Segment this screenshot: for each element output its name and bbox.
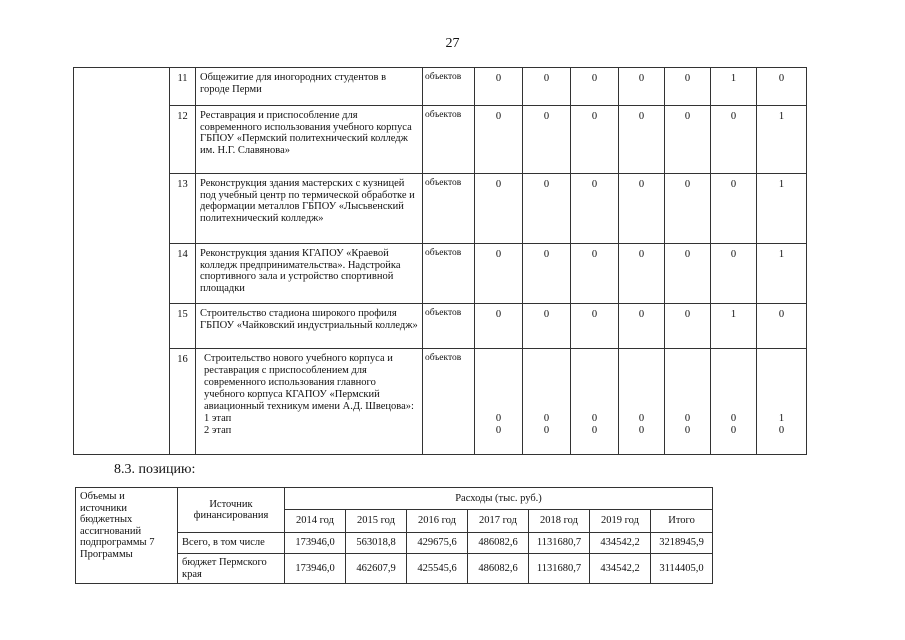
table-row xyxy=(74,106,807,174)
stage-1-label: 1 этап xyxy=(204,413,232,424)
row-number: 16 xyxy=(170,349,196,455)
expense-value: 462607,9 xyxy=(346,554,407,584)
unit-cell: объектов xyxy=(423,68,475,106)
value-cell xyxy=(665,349,711,455)
source-header: Источник финансирования xyxy=(178,488,285,533)
value-cell: 0 xyxy=(475,304,523,349)
value-cell: 1 xyxy=(757,244,807,304)
year-header: 2019 год xyxy=(590,510,651,533)
value-cell: 0 xyxy=(665,244,711,304)
value-cell: 0 xyxy=(665,304,711,349)
value-cell: 0 xyxy=(619,174,665,244)
object-name: Общежитие для иногородних студентов в городе Перми xyxy=(196,68,423,106)
stage-2-value: 0 xyxy=(543,425,550,436)
expense-value: 173946,0 xyxy=(285,554,346,584)
value-cell: 0 xyxy=(619,304,665,349)
table-row xyxy=(74,304,807,349)
object-name: Реконструкция здания мастерских с кузницей под учебный центр по термической обработке и деформации металлов ГБПОУ «Лысьвенский политехнический колледж» xyxy=(196,174,423,244)
year-header: Итого xyxy=(651,510,713,533)
stage-1-value: 1 xyxy=(778,413,785,424)
stage-2-value: 0 xyxy=(591,425,598,436)
value-cell: 0 xyxy=(757,304,807,349)
year-header: 2016 год xyxy=(407,510,468,533)
stage-1-value: 0 xyxy=(638,413,645,424)
value-cell: 0 xyxy=(619,244,665,304)
value-cell: 0 xyxy=(523,68,571,106)
page-number: 27 xyxy=(445,36,460,51)
value-cell: 0 xyxy=(665,174,711,244)
value-cell: 0 xyxy=(475,174,523,244)
value-cell: 0 xyxy=(571,174,619,244)
expense-value: 425545,6 xyxy=(407,554,468,584)
stage-2-value: 0 xyxy=(638,425,645,436)
value-cell xyxy=(523,349,571,455)
stage-1-value: 0 xyxy=(591,413,598,424)
object-name: Реконструкция здания КГАПОУ «Краевой колледж предпринимательства». Надстройка спортивного зала и устройство спортивной площадки xyxy=(196,244,423,304)
funding-source: бюджет Пермского края xyxy=(178,554,285,584)
unit-cell: объектов xyxy=(423,106,475,174)
expense-value: 563018,8 xyxy=(346,533,407,554)
budget-volume-label: Объемы и источники бюджетных ассигнований подпрограммы 7 Программы xyxy=(76,488,178,584)
value-cell: 0 xyxy=(475,68,523,106)
table-row xyxy=(74,174,807,244)
object-name xyxy=(196,349,423,455)
value-cell: 0 xyxy=(571,106,619,174)
stage-2-value: 0 xyxy=(684,425,691,436)
table-row xyxy=(74,68,807,106)
row-number: 12 xyxy=(170,106,196,174)
year-header: 2014 год xyxy=(285,510,346,533)
value-cell: 0 xyxy=(571,304,619,349)
stage-2-value: 0 xyxy=(730,425,737,436)
expenses-header: Расходы (тыс. руб.) xyxy=(285,488,713,510)
object-name-text: Строительство нового учебного корпуса и реставрация с приспособлением для современного использования главного учебного корпуса КГАПОУ «Пермский авиационный техникум имени А.Д. Швецова»: xyxy=(204,353,414,412)
row-number: 11 xyxy=(170,68,196,106)
funding-source: Всего, в том числе xyxy=(178,533,285,554)
value-cell: 0 xyxy=(523,174,571,244)
value-cell: 0 xyxy=(619,68,665,106)
value-cell: 0 xyxy=(711,244,757,304)
value-cell: 0 xyxy=(523,304,571,349)
value-cell: 0 xyxy=(571,68,619,106)
section-heading: 8.3. позицию: xyxy=(114,462,196,477)
value-cell xyxy=(619,349,665,455)
row-number: 14 xyxy=(170,244,196,304)
stage-2-label: 2 этап xyxy=(204,425,232,436)
year-header: 2018 год xyxy=(529,510,590,533)
value-cell: 0 xyxy=(571,244,619,304)
stage-1-value: 0 xyxy=(495,413,502,424)
expense-value: 486082,6 xyxy=(468,554,529,584)
value-cell: 1 xyxy=(757,174,807,244)
expense-value: 486082,6 xyxy=(468,533,529,554)
expense-value: 3218945,9 xyxy=(651,533,713,554)
value-cell xyxy=(757,349,807,455)
value-cell: 0 xyxy=(523,106,571,174)
expense-value: 434542,2 xyxy=(590,554,651,584)
unit-cell: объектов xyxy=(423,244,475,304)
value-cell xyxy=(475,349,523,455)
value-cell xyxy=(571,349,619,455)
left-blank-cell xyxy=(74,68,170,455)
stage-1-value: 0 xyxy=(684,413,691,424)
expense-value: 173946,0 xyxy=(285,533,346,554)
value-cell: 0 xyxy=(757,68,807,106)
unit-cell: объектов xyxy=(423,349,475,455)
value-cell: 0 xyxy=(475,244,523,304)
expense-value: 434542,2 xyxy=(590,533,651,554)
expense-value: 429675,6 xyxy=(407,533,468,554)
object-name: Реставрация и приспособление для современного использования учебного корпуса ГБПОУ «Пермский политехнический колледж им. Н.Г. Славянова» xyxy=(196,106,423,174)
unit-cell: объектов xyxy=(423,174,475,244)
row-number: 13 xyxy=(170,174,196,244)
stage-1-value: 0 xyxy=(543,413,550,424)
row-number: 15 xyxy=(170,304,196,349)
object-name: Строительство стадиона широкого профиля ГБПОУ «Чайковский индустриальный колледж» xyxy=(196,304,423,349)
value-cell: 0 xyxy=(665,106,711,174)
expense-value: 1131680,7 xyxy=(529,533,590,554)
expense-value: 3114405,0 xyxy=(651,554,713,584)
value-cell: 1 xyxy=(711,304,757,349)
value-cell: 0 xyxy=(711,174,757,244)
expense-value: 1131680,7 xyxy=(529,554,590,584)
value-cell: 0 xyxy=(665,68,711,106)
value-cell xyxy=(711,349,757,455)
table-row xyxy=(74,349,807,455)
table-row xyxy=(74,244,807,304)
value-cell: 1 xyxy=(711,68,757,106)
stage-1-value: 0 xyxy=(730,413,737,424)
value-cell: 0 xyxy=(523,244,571,304)
value-cell: 0 xyxy=(711,106,757,174)
year-header: 2015 год xyxy=(346,510,407,533)
stage-2-value: 0 xyxy=(778,425,785,436)
value-cell: 0 xyxy=(619,106,665,174)
finance-table xyxy=(75,487,713,584)
value-cell: 0 xyxy=(475,106,523,174)
objects-table xyxy=(73,67,807,455)
stage-2-value: 0 xyxy=(495,425,502,436)
unit-cell: объектов xyxy=(423,304,475,349)
year-header: 2017 год xyxy=(468,510,529,533)
value-cell: 1 xyxy=(757,106,807,174)
